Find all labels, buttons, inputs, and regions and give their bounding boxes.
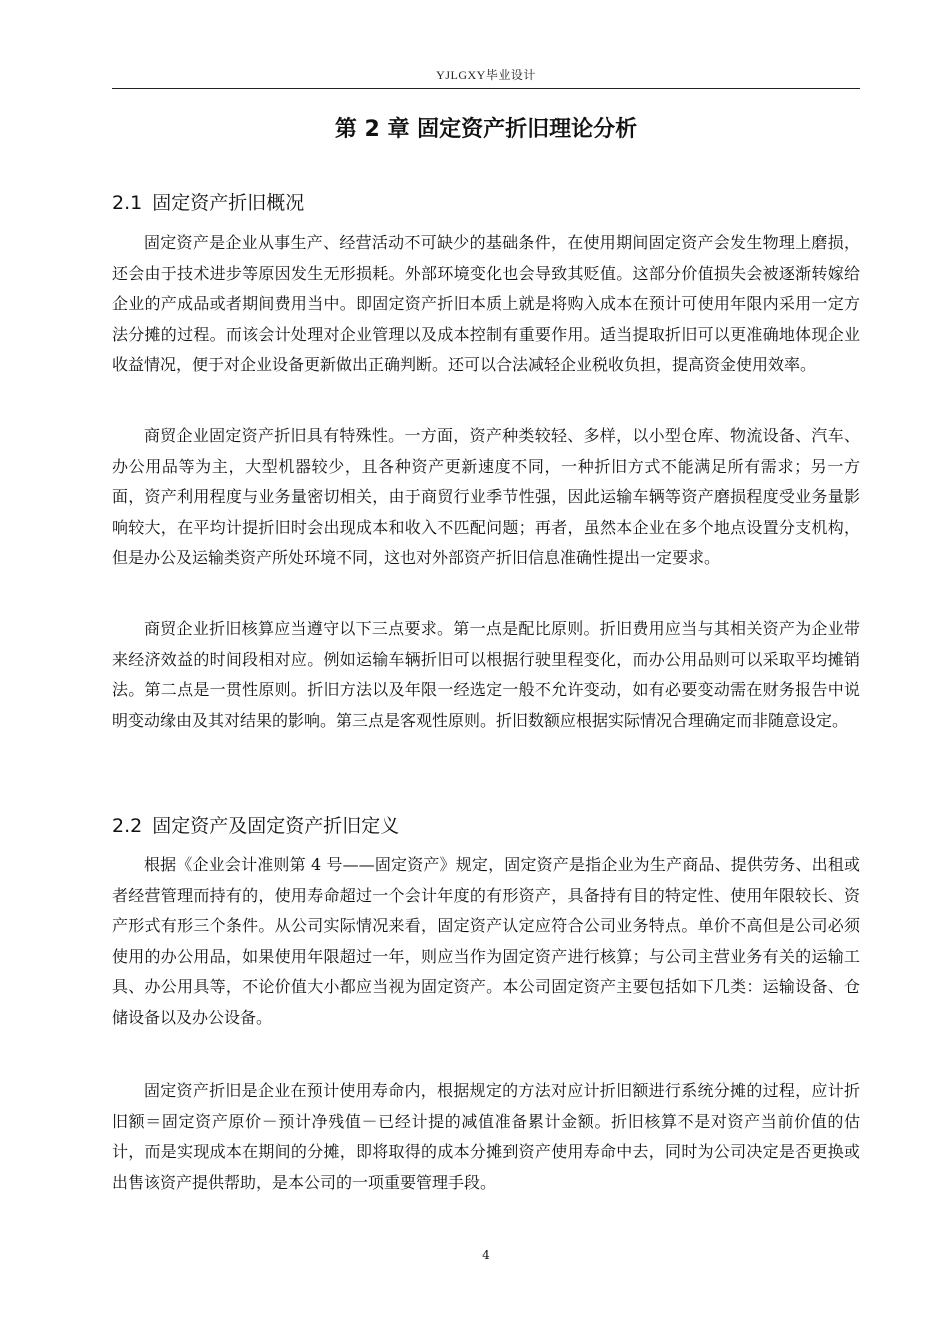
section-title: 固定资产折旧概况 [152,192,305,214]
section-number: 2.1 [112,192,143,214]
section-title: 固定资产及固定资产折旧定义 [152,815,400,837]
paragraph: 固定资产是企业从事生产、经营活动不可缺少的基础条件，在使用期间固定资产会发生物理上磨损，还会由于技术进步等原因发生无形损耗。外部环境变化也会导致其贬值。这部分价值损失会被逐渐转嫁给企业的产成品或者期间费用当中。即固定资产折旧本质上就是将购入成本在预计可使用年限内采用一定方法分摊的过程。而该会计处理对企业管理以及成本控制有重要作用。适当提取折旧可以更准确地体现企业收益情况，便于对企业设备更新做出正确判断。还可以合法减轻企业税收负担，提高资金使用效率。 [112,233,860,374]
section-heading-2-2 [112,811,399,838]
paragraph: 固定资产折旧是企业在预计使用寿命内，根据规定的方法对应计折旧额进行系统分摊的过程，应计折旧额＝固定资产原价－预计净残值－已经计提的减值准备累计金额。折旧核算不是对资产当前价值的估计，而是实现成本在期间的分摊，即将取得的成本分摊到资产使用寿命中去，同时为公司决定是否更换或出售该资产提供帮助，是本公司的一项重要管理手段。 [112,1081,860,1192]
page-header: YJLGXY毕业设计 [436,68,536,82]
section-number: 2.2 [112,815,143,837]
paragraph: 根据《企业会计准则第 4 号——固定资产》规定，固定资产是指企业为生产商品、提供劳务、出租或者经营管理而持有的，使用寿命超过一个会计年度的有形资产，具备持有目的特定性、使用年限较长、资产形式有形三个条件。从公司实际情况来看，固定资产认定应符合公司业务特点。单价不高但是公司必须使用的办公用品，如果使用年限超过一年，则应当作为固定资产进行核算；与公司主营业务有关的运输工具、办公用具等，不论价值大小都应当视为固定资产。本公司固定资产主要包括如下几类：运输设备、仓储设备以及办公设备。 [112,855,860,1027]
section-heading-2-1 [112,188,304,215]
header-divider [112,88,860,89]
paragraph: 商贸企业固定资产折旧具有特殊性。一方面，资产种类较轻、多样，以小型仓库、物流设备、汽车、办公用品等为主，大型机器较少，且各种资产更新速度不同，一种折旧方式不能满足所有需求；另一方面，资产利用程度与业务量密切相关，由于商贸行业季节性强，因此运输车辆等资产磨损程度受业务量影响较大，在平均计提折旧时会出现成本和收入不匹配问题；再者，虽然本企业在多个地点设置分支机构，但是办公及运输类资产所处环境不同，这也对外部资产折旧信息准确性提出一定要求。 [112,426,860,567]
chapter-title: 第 2 章 固定资产折旧理论分析 [334,117,638,142]
page-number: 4 [482,1248,490,1262]
paragraph: 商贸企业折旧核算应当遵守以下三点要求。第一点是配比原则。折旧费用应当与其相关资产为企业带来经济效益的时间段相对应。例如运输车辆折旧可以根据行驶里程变化，而办公用品则可以采取平均摊销法。第二点是一贯性原则。折旧方法以及年限一经选定一般不允许变动，如有必要变动需在财务报告中说明变动缘由及其对结果的影响。第三点是客观性原则。折旧数额应根据实际情况合理确定而非随意设定。 [112,619,860,730]
